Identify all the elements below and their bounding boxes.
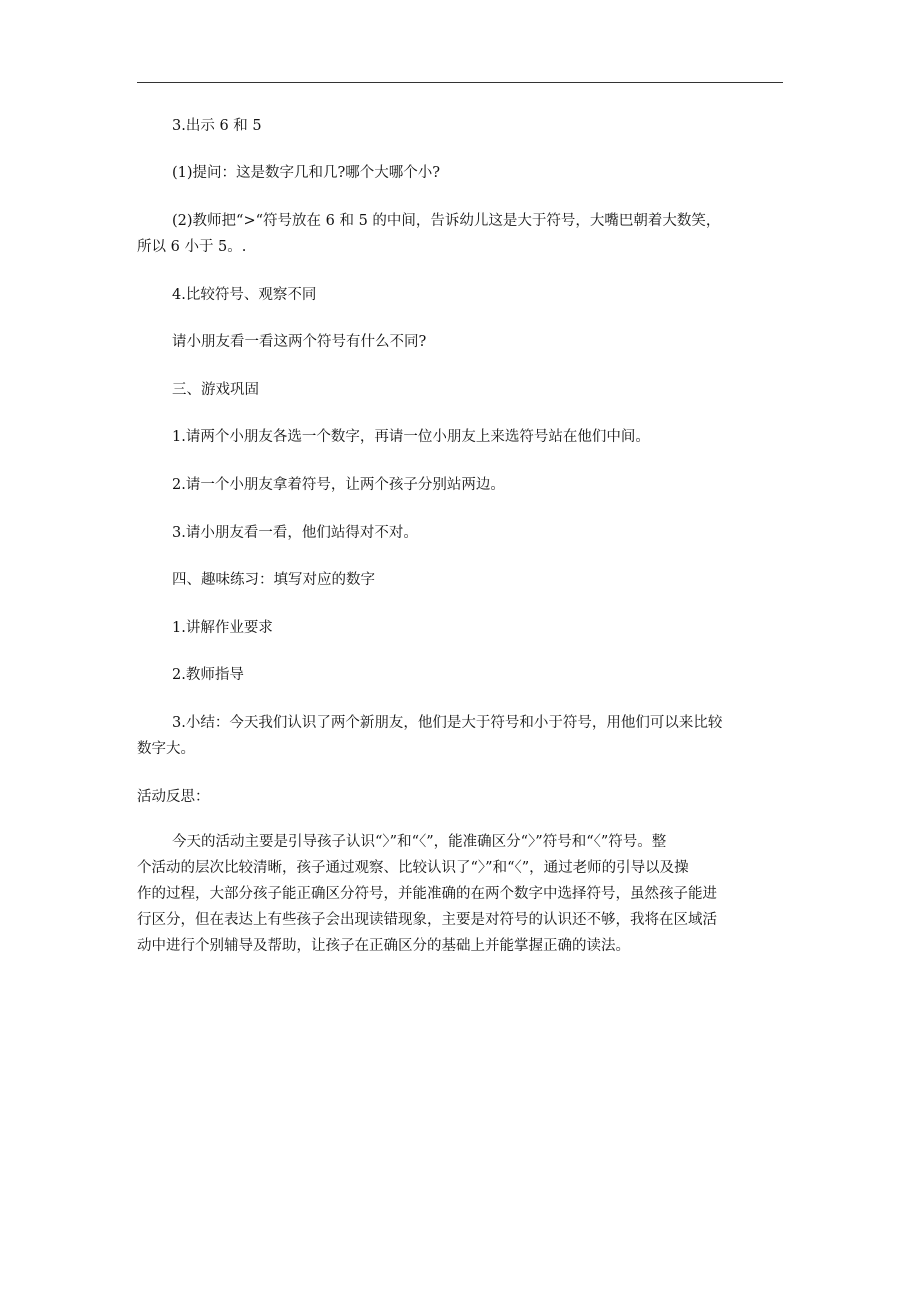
practice-step-2: 2.教师指导 — [172, 667, 244, 683]
step-3-question: (1)提问：这是数字几和几?哪个大哪个小? — [172, 165, 441, 181]
summary-line-2: 数字大。 — [137, 741, 195, 757]
step-3-teacher-line-1: (2)教师把“>“符号放在 6 和 5 的中间，告诉幼儿这是大于符号，大嘴巴朝着大数笑， — [172, 213, 721, 229]
reflection-line-4: 行区分，但在表达上有些孩子会出现读错现象，主要是对符号的认识还不够，我将在区域活 — [137, 912, 717, 928]
reflection-line-1: 今天的活动主要是引导孩子认识“〉”和“〈”，能准确区分“〉”符号和“〈”符号。整 — [172, 834, 667, 850]
step-3-show-numbers: 3.出示 6 和 5 — [172, 118, 262, 134]
section-4-heading: 四、趣味练习：填写对应的数字 — [172, 572, 375, 588]
reflection-line-2: 个活动的层次比较清晰，孩子通过观察、比较认识了“〉”和“〈”，通过老师的引导以及操 — [137, 860, 689, 876]
step-3-teacher-line-2: 所以 6 小于 5。. — [137, 239, 247, 255]
section-3-heading: 三、游戏巩固 — [172, 382, 259, 398]
practice-step-1: 1.讲解作业要求 — [172, 620, 273, 636]
game-step-2: 2.请一个小朋友拿着符号，让两个孩子分别站两边。 — [172, 477, 505, 493]
game-step-1: 1.请两个小朋友各选一个数字，再请一位小朋友上来选符号站在他们中间。 — [172, 429, 650, 445]
step-4-compare: 4.比较符号、观察不同 — [172, 287, 317, 303]
reflection-heading: 活动反思： — [137, 789, 210, 805]
summary-line-1: 3.小结：今天我们认识了两个新朋友，他们是大于符号和小于符号，用他们可以来比较 — [172, 715, 723, 731]
header-rule — [137, 82, 783, 83]
step-4-question: 请小朋友看一看这两个符号有什么不同? — [172, 334, 427, 350]
reflection-line-3: 作的过程，大部分孩子能正确区分符号，并能准确的在两个数字中选择符号，虽然孩子能进 — [137, 886, 717, 902]
game-step-3: 3.请小朋友看一看，他们站得对不对。 — [172, 525, 418, 541]
reflection-line-5: 动中进行个别辅导及帮助，让孩子在正确区分的基础上并能掌握正确的读法。 — [137, 938, 630, 954]
